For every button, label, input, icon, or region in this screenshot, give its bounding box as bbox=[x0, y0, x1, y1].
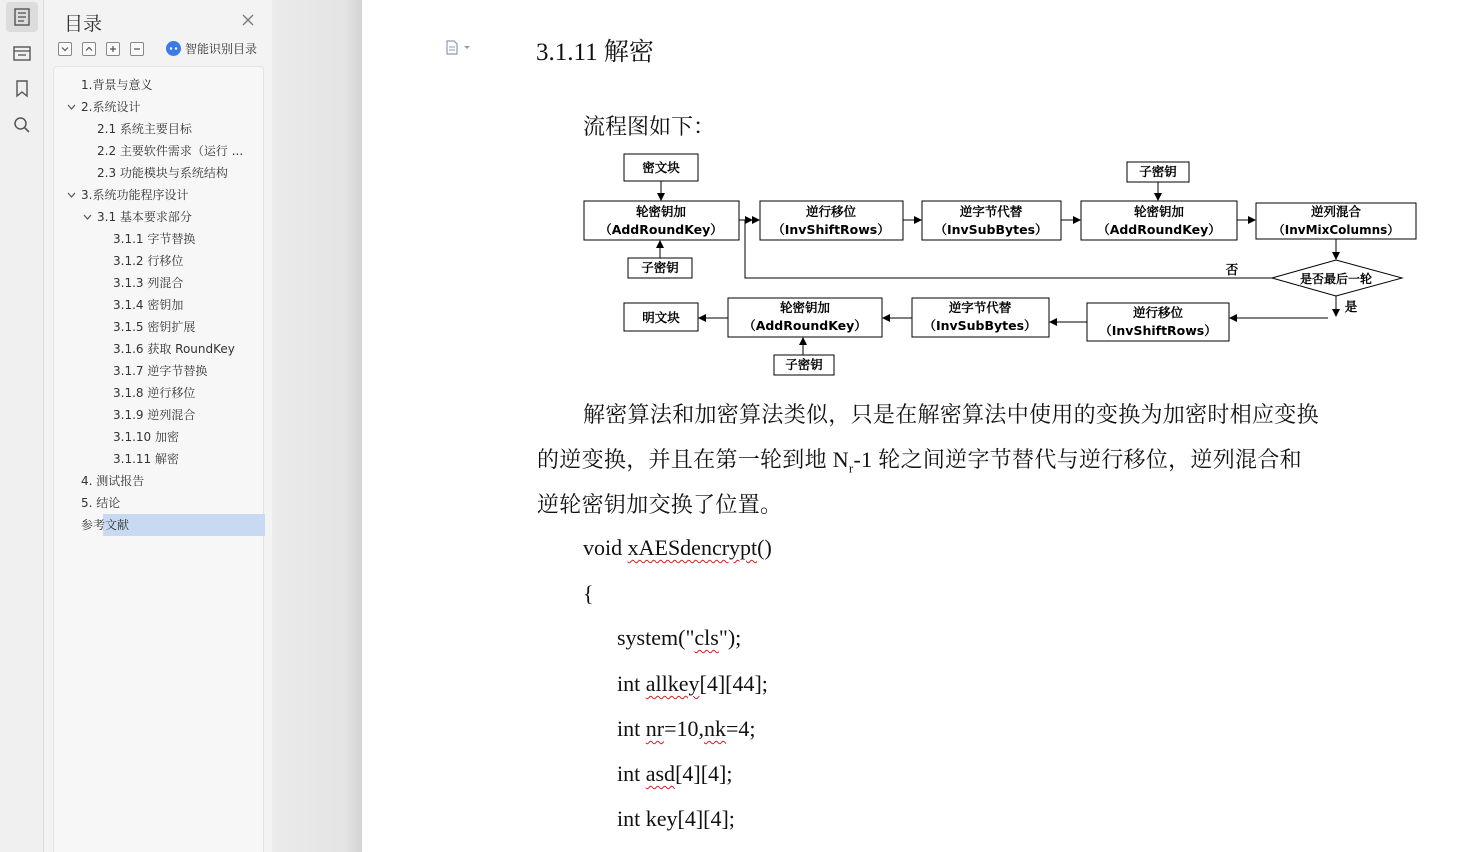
code-keyword: int bbox=[617, 716, 646, 741]
toc-item-selected[interactable]: 3.1.11 解密 bbox=[113, 452, 179, 466]
add-round-key-sublabel: （AddRoundKey） bbox=[743, 318, 867, 333]
inv-mix-columns-label: 逆列混合 bbox=[1310, 204, 1362, 219]
subscript-text: r bbox=[848, 460, 854, 476]
minus-icon bbox=[132, 44, 142, 54]
paragraph-text: 的逆变换，并且在第一轮到地 N bbox=[537, 447, 849, 472]
outline-panel-button[interactable] bbox=[6, 2, 38, 32]
yes-label: 是 bbox=[1344, 299, 1358, 314]
code-identifier: nr bbox=[645, 716, 665, 741]
code-line bbox=[617, 671, 768, 697]
add-round-key-label: 轮密钥加 bbox=[779, 300, 831, 315]
toc-item[interactable]: 4. 测试报告 bbox=[81, 474, 145, 488]
search-icon bbox=[13, 116, 31, 134]
toc-item[interactable]: 2.2 主要软件需求（运行 ... bbox=[97, 144, 244, 158]
subkey-label: 子密钥 bbox=[1139, 164, 1177, 179]
toc-item[interactable]: 3.1.10 加密 bbox=[113, 430, 179, 444]
inv-sub-bytes-label: 逆字节代替 bbox=[959, 204, 1023, 219]
page-gutter bbox=[272, 0, 362, 852]
inv-shift-rows-label: 逆行移位 bbox=[1132, 305, 1184, 320]
toc-item[interactable]: 2.3 功能模块与系统结构 bbox=[97, 166, 228, 180]
code-text: [4][4]; bbox=[675, 761, 733, 786]
add-round-key-sublabel: （AddRoundKey） bbox=[599, 222, 723, 237]
code-line bbox=[617, 625, 741, 651]
add-round-key-label: 轮密钥加 bbox=[635, 204, 687, 219]
outline-title: 目录 bbox=[64, 13, 103, 35]
no-label: 否 bbox=[1225, 262, 1239, 277]
code-text: =4; bbox=[725, 716, 756, 741]
code-text: =10, bbox=[664, 716, 704, 741]
chevron-down-icon[interactable] bbox=[66, 184, 76, 206]
toc-item[interactable]: 3.1.4 密钥加 bbox=[113, 298, 184, 312]
collapse-all-button[interactable] bbox=[82, 42, 96, 56]
code-line bbox=[583, 535, 772, 561]
paragraph-line: 逆轮密钥加交换了位置。 bbox=[537, 492, 783, 517]
smart-recognize-icon bbox=[166, 41, 181, 56]
toc-item[interactable]: 2.1 系统主要目标 bbox=[97, 122, 192, 136]
toc-item[interactable]: 2.系统设计 bbox=[81, 100, 141, 114]
paragraph-line: 解密算法和加密算法类似，只是在解密算法中使用的变换为加密时相应变换 bbox=[583, 402, 1319, 427]
inv-mix-columns-sublabel: （InvMixColumns） bbox=[1272, 223, 1400, 237]
toc-item[interactable]: 5. 结论 bbox=[81, 496, 121, 510]
outline-panel bbox=[44, 0, 272, 852]
toc-item[interactable]: 3.1.5 密钥扩展 bbox=[113, 320, 196, 334]
bookmark-button[interactable] bbox=[6, 74, 38, 104]
code-keyword: void bbox=[583, 535, 628, 560]
inv-shift-rows-sublabel: （InvShiftRows） bbox=[1099, 323, 1217, 338]
paragraph-text: -1 轮之间逆字节替代与逆行移位，逆列混合和 bbox=[853, 447, 1302, 472]
cipher-block-label: 密文块 bbox=[642, 160, 680, 175]
chapter-nav-icon bbox=[13, 45, 31, 61]
document-page[interactable] bbox=[362, 0, 1458, 852]
bookmark-icon bbox=[15, 80, 29, 98]
side-icon-rail bbox=[0, 0, 44, 852]
navigation-pane-button[interactable] bbox=[6, 38, 38, 68]
toc-item[interactable]: 3.1.2 行移位 bbox=[113, 254, 184, 268]
toc-item[interactable]: 3.1 基本要求部分 bbox=[97, 210, 192, 224]
add-heading-button[interactable] bbox=[106, 42, 120, 56]
inv-sub-bytes-label: 逆字节代替 bbox=[948, 300, 1012, 315]
decryption-flowchart bbox=[582, 150, 1422, 380]
smart-toc-button[interactable] bbox=[166, 40, 257, 57]
toc-item[interactable]: 3.1.1 字节替换 bbox=[113, 232, 196, 246]
chevron-up-icon bbox=[84, 44, 94, 54]
code-identifier: cls bbox=[694, 625, 719, 650]
code-text: [4][44]; bbox=[699, 671, 768, 696]
smart-toc-label: 智能识别目录 bbox=[185, 42, 258, 56]
toc-item[interactable]: 参考文献 bbox=[81, 518, 130, 532]
code-text: "); bbox=[718, 625, 742, 650]
chevron-down-icon[interactable] bbox=[82, 206, 92, 228]
toc-item[interactable]: 3.1.8 逆行移位 bbox=[113, 386, 196, 400]
subkey-label: 子密钥 bbox=[641, 260, 679, 275]
flow-intro-text: 流程图如下： bbox=[583, 114, 716, 139]
code-line: { bbox=[583, 581, 594, 606]
section-heading: 3.1.11 解密 bbox=[536, 39, 654, 66]
toc-item[interactable]: 3.1.9 逆列混合 bbox=[113, 408, 196, 422]
decision-label: 是否最后一轮 bbox=[1299, 272, 1373, 286]
add-round-key-label: 轮密钥加 bbox=[1133, 204, 1185, 219]
inv-sub-bytes-sublabel: （InvSubBytes） bbox=[923, 318, 1037, 333]
plus-icon bbox=[108, 44, 118, 54]
code-identifier: nk bbox=[703, 716, 726, 741]
find-button[interactable] bbox=[6, 110, 38, 140]
code-keyword: int bbox=[617, 761, 646, 786]
code-line bbox=[617, 716, 756, 742]
code-identifier: allkey bbox=[645, 671, 700, 696]
code-identifier: asd bbox=[645, 761, 676, 786]
code-line bbox=[617, 761, 732, 787]
paragraph-line bbox=[537, 443, 1302, 476]
code-text: () bbox=[757, 535, 772, 560]
toc-item[interactable]: 3.1.6 获取 RoundKey bbox=[113, 342, 235, 356]
plain-block-label: 明文块 bbox=[642, 310, 680, 325]
code-text: system(" bbox=[617, 625, 695, 650]
toc-item[interactable]: 3.1.3 列混合 bbox=[113, 276, 184, 290]
toc-item[interactable]: 1.背景与意义 bbox=[81, 78, 153, 92]
code-line: int key[4][4]; bbox=[617, 806, 735, 831]
code-identifier: xAESdencrypt bbox=[627, 535, 758, 560]
chevron-down-icon[interactable] bbox=[66, 96, 76, 118]
close-icon[interactable] bbox=[240, 12, 256, 28]
add-round-key-sublabel: （AddRoundKey） bbox=[1097, 222, 1221, 237]
inv-shift-rows-label: 逆行移位 bbox=[805, 204, 857, 219]
subkey-label: 子密钥 bbox=[785, 357, 823, 372]
document-outline-icon bbox=[14, 8, 30, 26]
remove-heading-button[interactable] bbox=[130, 42, 144, 56]
chevron-down-icon bbox=[60, 44, 70, 54]
inv-sub-bytes-sublabel: （InvSubBytes） bbox=[934, 222, 1048, 237]
expand-all-button[interactable] bbox=[58, 42, 72, 56]
paragraph-style-icon[interactable] bbox=[446, 40, 472, 56]
code-keyword: int bbox=[617, 671, 646, 696]
toc-list bbox=[53, 66, 264, 852]
toc-item[interactable]: 3.1.7 逆字节替换 bbox=[113, 364, 208, 378]
toc-item[interactable]: 3.系统功能程序设计 bbox=[81, 188, 189, 202]
inv-shift-rows-sublabel: （InvShiftRows） bbox=[772, 222, 890, 237]
